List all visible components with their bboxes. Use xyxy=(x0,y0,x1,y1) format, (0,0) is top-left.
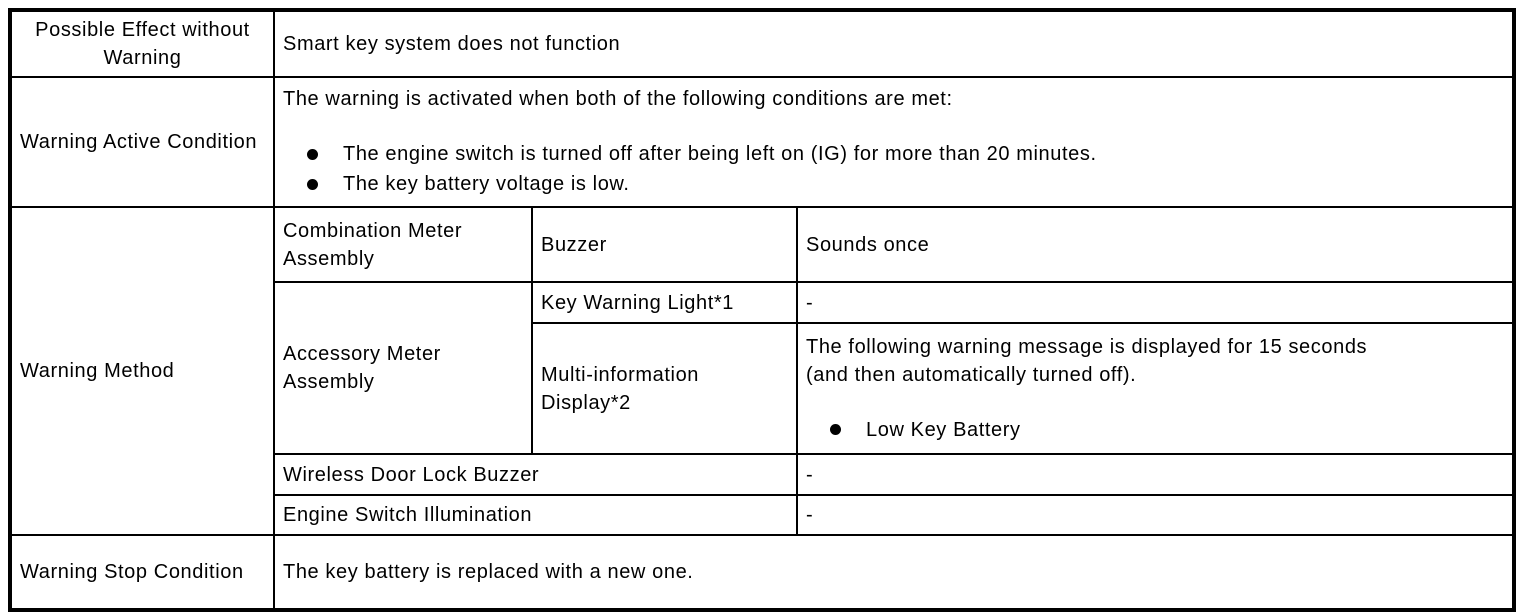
cell-engine-switch-illumination-item xyxy=(274,495,797,535)
condition-text: The key battery voltage is low. xyxy=(343,173,630,195)
bullet-icon xyxy=(830,424,841,435)
row-header-label: Warning Method xyxy=(20,360,175,382)
cell-text: Engine Switch Illumination xyxy=(283,504,533,526)
cell-buzzer-item xyxy=(532,207,797,282)
condition-text: The engine switch is turned off after being left on (IG) for more than 20 minutes. xyxy=(343,143,1097,165)
cell-text: Combination Meter Assembly xyxy=(283,219,463,270)
row-header-possible-effect xyxy=(10,10,274,77)
cell-text: - xyxy=(806,291,814,314)
message-text: Low Key Battery xyxy=(866,418,1021,441)
row-header-warning-stop-condition xyxy=(10,535,274,610)
cell-combination-meter-group xyxy=(274,207,532,282)
cell-key-warning-light-behavior xyxy=(797,282,1514,323)
condition-item xyxy=(283,169,1504,199)
warning-active-condition-list xyxy=(283,139,1504,199)
row-header-label: Possible Effect without Warning xyxy=(35,19,250,69)
cell-text: Smart key system does not function xyxy=(283,33,621,55)
cell-warning-stop-condition xyxy=(274,535,1514,610)
cell-multi-information-display-item xyxy=(532,323,797,454)
cell-engine-switch-illumination-behavior xyxy=(797,495,1514,535)
display-warning-intro: The following warning message is displayed for 15 seconds (and then automatically turned off). xyxy=(806,335,1368,386)
cell-wireless-door-lock-buzzer-item xyxy=(274,454,797,495)
row-header-label: Warning Stop Condition xyxy=(20,561,244,583)
cell-text: Wireless Door Lock Buzzer xyxy=(283,463,540,486)
warning-spec-table xyxy=(8,8,1516,612)
cell-possible-effect xyxy=(274,10,1514,77)
row-header-warning-active-condition xyxy=(10,77,274,207)
cell-text: Multi-information Display*2 xyxy=(541,363,700,414)
cell-warning-active-condition xyxy=(274,77,1514,207)
cell-text: - xyxy=(806,504,814,526)
message-item xyxy=(806,415,1504,445)
cell-accessory-meter-group xyxy=(274,282,532,454)
cell-wireless-door-lock-buzzer-behavior xyxy=(797,454,1514,495)
cell-text: The key battery is replaced with a new one. xyxy=(283,561,694,583)
condition-item xyxy=(283,139,1504,169)
cell-multi-information-display-behavior xyxy=(797,323,1514,454)
cell-text: - xyxy=(806,463,814,486)
cell-text: Sounds once xyxy=(806,233,930,256)
cell-text: Key Warning Light*1 xyxy=(541,291,734,314)
cell-text: Accessory Meter Assembly xyxy=(283,343,441,393)
bullet-icon xyxy=(307,179,318,190)
cell-buzzer-behavior xyxy=(797,207,1514,282)
cell-text: Buzzer xyxy=(541,233,607,256)
cell-key-warning-light-item xyxy=(532,282,797,323)
bullet-icon xyxy=(307,149,318,160)
row-header-warning-method xyxy=(10,207,274,535)
warning-active-intro: The warning is activated when both of the following conditions are met: xyxy=(283,88,953,110)
display-message-list xyxy=(806,415,1504,445)
row-header-label: Warning Active Condition xyxy=(20,131,258,153)
